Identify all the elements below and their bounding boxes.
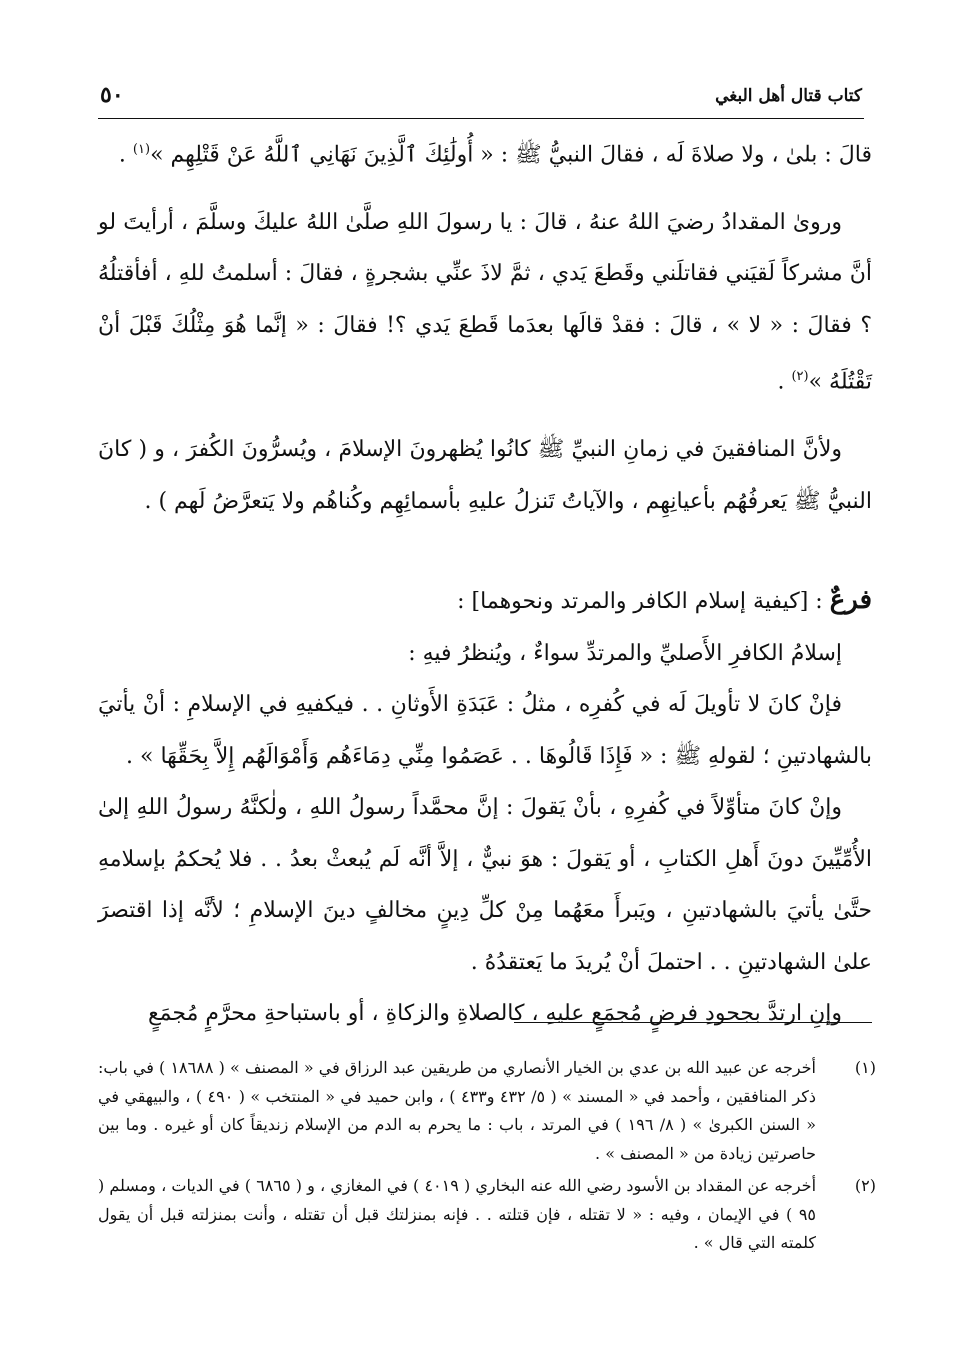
footnote-ref-1[interactable]: (١) — [132, 142, 151, 157]
paragraph-7: وإنِ ارتدَّ بجحودِ فرضٍ مُجمَعٍ عليهِ ، كالصلاةِ والزكاةِ ، أو باستباحةِ محرَّمٍ مُجمَعٍ — [147, 1001, 842, 1027]
footnote-divider — [514, 1022, 872, 1023]
paragraph-2 — [98, 197, 872, 408]
paragraph-5: فإنْ كانَ لا تأويلَ لَه في كُفرِه ، مثلُ : عَبَدَةِ الأَوثانِ . . فيكفيهِ في الإسلامِ : أنْ يأتيَ بالشهادتينِ ؛ لقولهِ ﷺ : « فَإِذَا قَالُوهَا . . عَصَمُوا مِنِّي دِمَاءَهُم وَأَمْوَالَهُم إِلاَّ بِحَقِّهَا » . — [98, 692, 872, 769]
paragraph-2-text: وروىٰ المقدادُ رضيَ اللهُ عنهُ ، قالَ : يا رسولَ اللهِ صلَّىٰ اللهُ عليكَ وسلَّمَ ، أرأيتَ لو أنَّ مشركاً لَقيَني فقاتلَني وقَطعَ يَدي ، ثمَّ لاذَ عنِّي بشجرةٍ ، فقالَ : أسلمتُ للهِ ، أفأقتلُهُ ؟ فقالَ : « لا » ، قالَ : فقدْ قالَها بعدَما قَطعَ يَدي ؟! فقالَ : « إنَّما هُوَ مِثْلُكَ قَبْلَ أنْ تَقْتُلَهُ » — [98, 209, 872, 395]
footnote-number: (١) — [854, 1058, 876, 1077]
paragraph-1-end: . — [118, 142, 133, 168]
section-keyword: فرعٌ — [829, 585, 872, 616]
paragraph-1-text: قالَ : بلىٰ ، ولا صلاةَ لَه ، فقالَ النبيُّ ﷺ : « أُولَٰئِكَ ٱلَّذِينَ نَهَانِي ٱللَّهُ عَنْ قَتْلِهِم » — [150, 142, 872, 168]
footnote-ref-2[interactable]: (٢) — [791, 369, 809, 385]
section-heading — [98, 575, 872, 628]
paragraph-6: وإنْ كانَ متأوِّلاً في كُفرِهِ ، بأنْ يَقولَ : إنَّ محمَّداً رسولُ اللهِ ، ولٰكنَّهُ رسولُ اللهِ إلىٰ الأُمِّيِّينَ دونَ أَهلِ الكتابِ ، أو يَقولَ : هوَ نبيٌّ ، إلاَّ أنَّه لَم يُبعثْ بعدُ . . فلا يُحكمُ بإسلامهِ حتَّىٰ يأتيَ بالشهادتينِ ، ويَبرأَ معَهُما مِنْ كلِّ دِينٍ مخالفٍ دينَ الإسلامِ ؛ لأنَّه إذا اقتصرَ علىٰ الشهادتينِ . . احتملَ أنْ يُريدَ ما يَعتقدُهُ . — [98, 795, 872, 975]
page-header — [100, 82, 862, 116]
footnote-text: أخرجه عن عبيد الله بن عدي بن الخيار الأنصاري من طريقين عبد الرزاق في « المصنف » ( ١٨٦٨٨ ) في باب: ذكر المنافقين ، وأحمد في « المسند » ( ٥/ ٤٣٢ و٤٣٣ ) ، وابن حميد في « المنتخب » ( ٤٩٠ ) ، والبيهقي في « السنن الكبرىٰ » ( ٨/ ١٩٦ ) في المرتد ، باب : ما يحرم به الدم من الإسلام زنديقاً كان أو غيره . وما بين حاصرتين زيادة من « المصنف » . — [98, 1058, 817, 1163]
paragraph-2-end: . — [777, 369, 792, 395]
running-title: كتاب قتال أهل البغي — [715, 86, 862, 106]
section-title: : [كيفية إسلام الكافر والمرتد ونحوهما] : — [457, 589, 830, 615]
paragraph-1 — [98, 124, 872, 181]
paragraph-4: إسلامُ الكافرِ الأَصليِّ والمرتدِّ سواءٌ ، ويُنظرُ فيهِ : — [408, 640, 842, 666]
footnotes — [98, 1054, 876, 1262]
header-divider — [98, 118, 864, 119]
paragraph-3: ولأنَّ المنافقينَ في زمانِ النبيِّ ﷺ كانُوا يُظهرونَ الإسلامَ ، ويُسرُّونَ الكُفرَ ، و ( كانَ النبيُّ ﷺ يَعرفُهُم بأعيانِهِم ، والآياتُ تَنزلُ عليهِ بأسمائِهِم وكُناهُم ولا يَتعرَّضُ لَهم ) . — [98, 437, 872, 514]
footnote — [98, 1054, 876, 1168]
footnote-text: أخرجه عن المقداد بن الأسود رضي الله عنه البخاري ( ٤٠١٩ ) في المغازي ، و ( ٦٨٦٥ ) في الديات ، ومسلم ( ٩٥ ) في الإيمان ، وفيه : « لا تقتله ، فإن قتلته . . فإنه بمنزلتك قبل أن تقتله ، وأنت بمنزلته قبل أن يقول كلمته التي قال » . — [98, 1176, 817, 1252]
footnote — [98, 1172, 876, 1258]
main-text — [98, 124, 872, 1040]
footnote-number: (٢) — [854, 1176, 876, 1195]
page-number: ٥٠ — [100, 82, 124, 108]
